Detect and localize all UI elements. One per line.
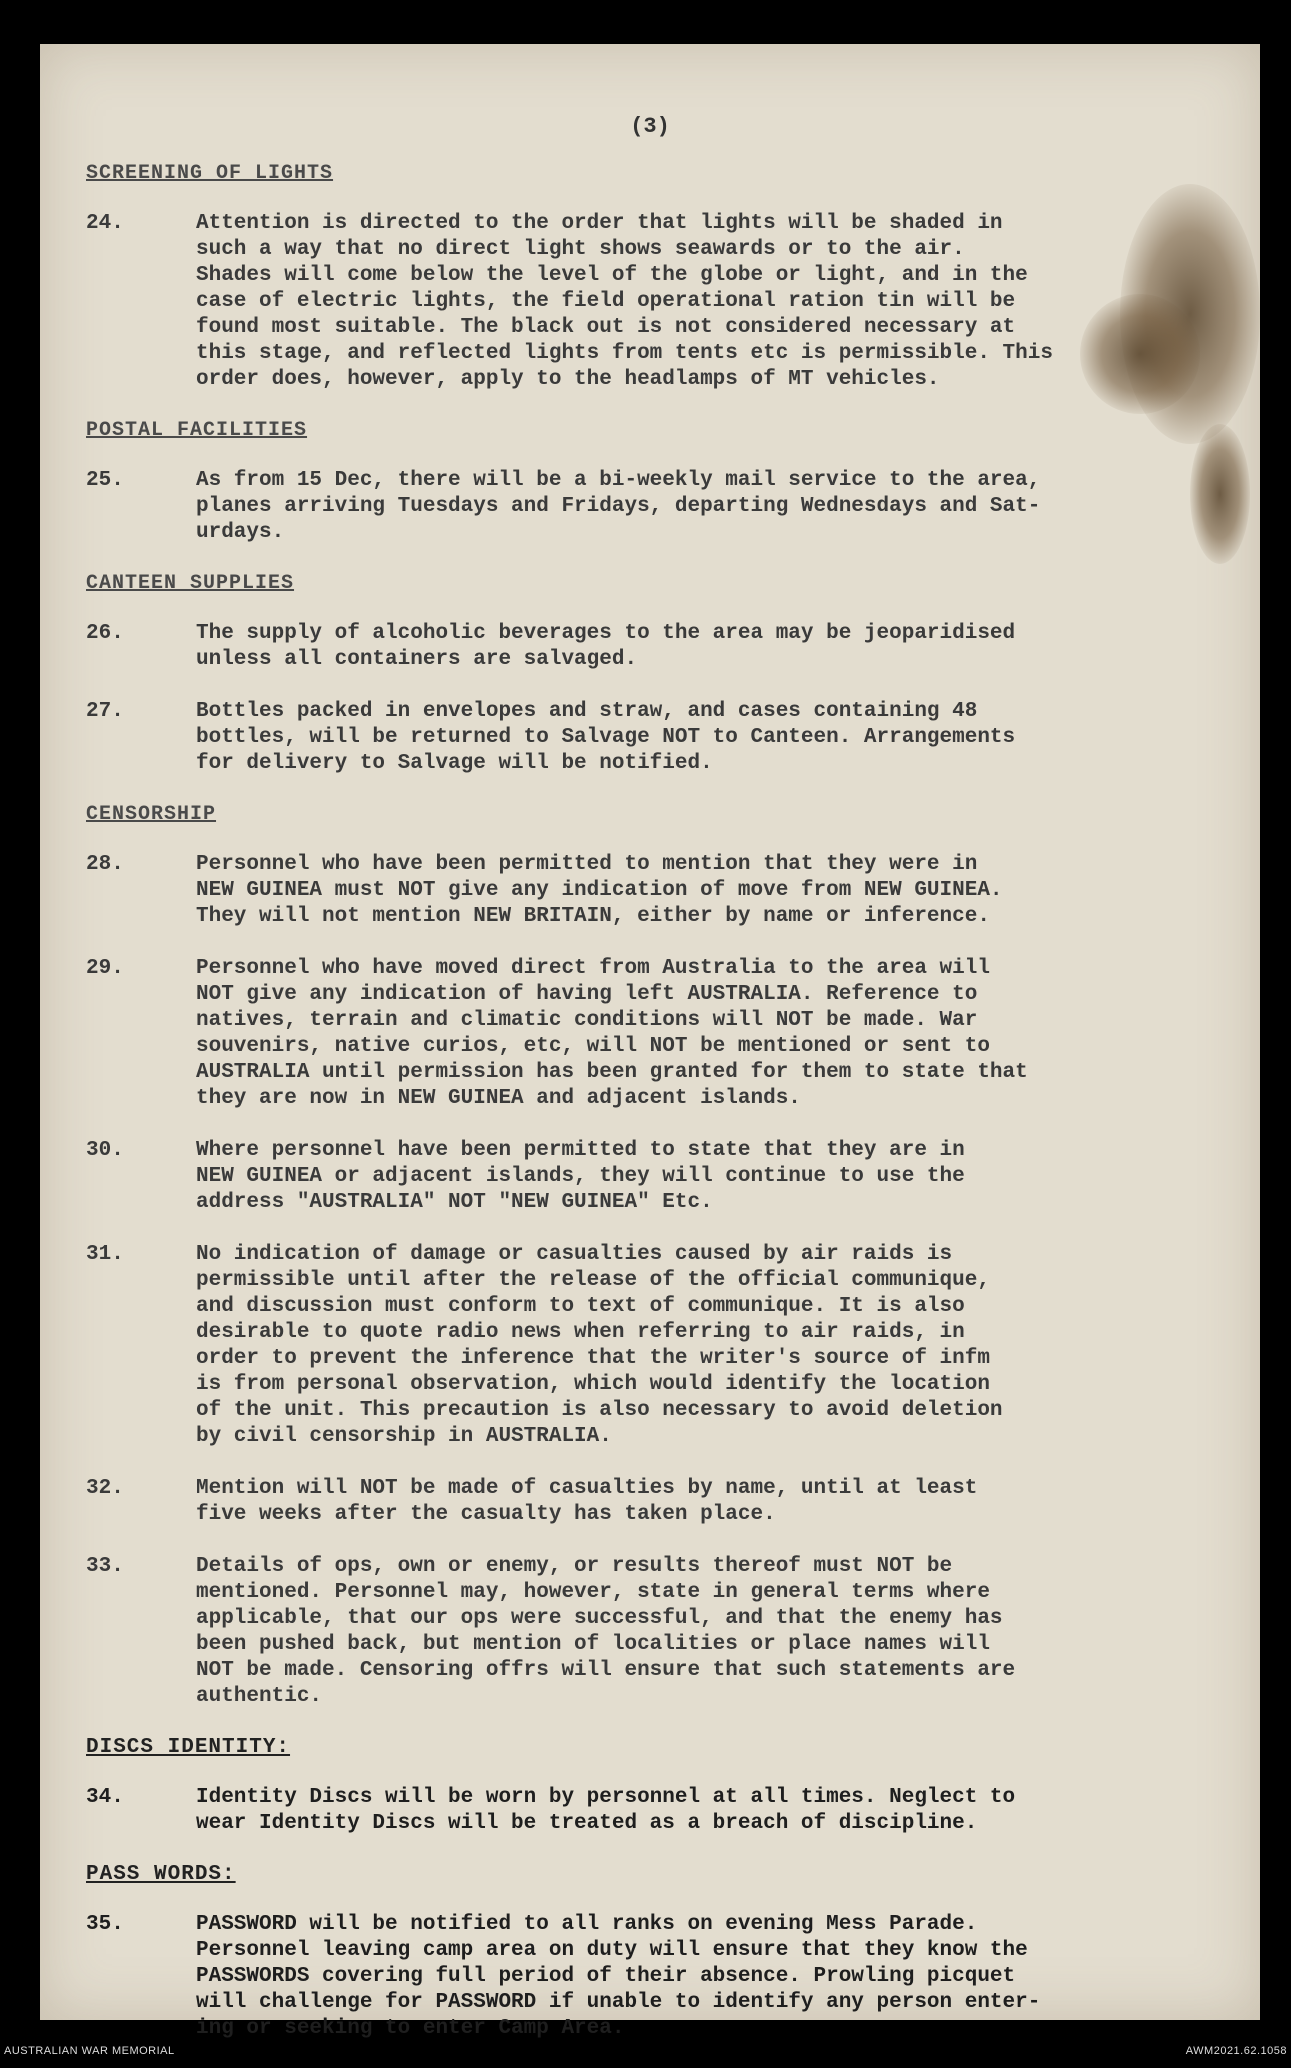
section xyxy=(86,572,1226,777)
paragraph xyxy=(86,1138,1226,1216)
paragraph xyxy=(86,1242,1226,1450)
section xyxy=(86,803,1226,1710)
paragraph-text: The supply of alcoholic beverages to the area may be jeoparidised unless all containers are salvaged. xyxy=(196,622,1016,671)
section xyxy=(86,162,1226,393)
paragraph-number: 35. xyxy=(86,1913,124,1936)
paragraph-number: 31. xyxy=(86,1243,124,1266)
section-heading: CENSORSHIP xyxy=(86,803,217,826)
paragraph-text: Mention will NOT be made of casualties by name, until at least five weeks after the casualty has taken place. xyxy=(196,1477,978,1526)
paragraph xyxy=(86,1554,1226,1710)
paragraph-text: Attention is directed to the order that lights will be shaded in such a way that no direct light shows seawards or to the air. Shades will come below the level of the globe or light, and in the case of electric lights, the field operational ration tin will be found most suitable. The black out is not considered necessary at this stage, and reflected lights from tents etc is permissible. This order does, however, apply to the headlamps of MT vehicles. xyxy=(196,212,1053,391)
paragraph xyxy=(86,956,1226,1112)
section xyxy=(86,419,1226,546)
paragraph xyxy=(86,852,1226,930)
section-heading: CANTEEN SUPPLIES xyxy=(86,572,295,595)
section-heading: DISCS IDENTITY: xyxy=(86,1736,291,1759)
paragraph-text: Personnel who have been permitted to mention that they were in NEW GUINEA must NOT give any indication of move from NEW GUINEA. They will not mention NEW BRITAIN, either by name or inference. xyxy=(196,853,1003,928)
section xyxy=(86,1736,1226,1837)
paragraph-text: Bottles packed in envelopes and straw, and cases containing 48 bottles, will be returned to Salvage NOT to Canteen. Arrangements for delivery to Salvage will be notified. xyxy=(196,700,1016,775)
paragraph-number: 25. xyxy=(86,469,124,492)
paragraph-text: Personnel who have moved direct from Australia to the area will NOT give any indication of having left AUSTRALIA. Reference to natives, terrain and climatic conditions will NOT be made. War souvenirs, native curios, etc, will NOT be mentioned or sent to AUSTRALIA until permission has been granted for them to state that they are now in NEW GUINEA and adjacent islands. xyxy=(196,957,1028,1110)
paragraph xyxy=(86,468,1226,546)
footer-left: AUSTRALIAN WAR MEMORIAL xyxy=(4,2045,175,2057)
paragraph-text: Identity Discs will be worn by personnel at all times. Neglect to wear Identity Discs will be treated as a breach of discipline. xyxy=(196,1786,1016,1835)
paragraph-text: As from 15 Dec, there will be a bi-weekly mail service to the area, planes arriving Tuesdays and Fridays, departing Wednesdays and Sat- urdays. xyxy=(196,469,1041,544)
paragraph-number: 28. xyxy=(86,853,124,876)
paragraph-text: No indication of damage or casualties caused by air raids is permissible until after the release of the official communique, and discussion must conform to text of communique. It is also desirable to quote radio news when referring to air raids, in order to prevent the inference that the writer's source of infm is from personal observation, which would identify the location of the unit. This precaution is also necessary to avoid deletion by civil censorship in AUSTRALIA. xyxy=(196,1243,1003,1448)
paragraph-number: 32. xyxy=(86,1477,124,1500)
paragraph xyxy=(86,1912,1226,2042)
section-heading: PASS WORDS: xyxy=(86,1863,236,1886)
paragraph-number: 26. xyxy=(86,622,124,645)
footer-right: AWM2021.62.1058 xyxy=(1185,2045,1287,2057)
section xyxy=(86,1863,1226,2042)
document-body xyxy=(86,162,1226,2068)
section-heading: POSTAL FACILITIES xyxy=(86,419,308,442)
paragraph-number: 33. xyxy=(86,1555,124,1578)
paragraph xyxy=(86,699,1226,777)
paragraph-text: Details of ops, own or enemy, or results thereof must NOT be mentioned. Personnel may, however, state in general terms where applicable, that our ops were successful, and that the enemy has been pushed back, but mention of localities or place names will NOT be made. Censoring offrs will ensure that such statements are authentic. xyxy=(196,1555,1016,1708)
paragraph-number: 29. xyxy=(86,957,124,980)
document-page xyxy=(40,44,1260,2040)
paragraph xyxy=(86,1476,1226,1528)
paragraph-number: 34. xyxy=(86,1786,124,1809)
page-number: (3) xyxy=(630,114,670,139)
paragraph xyxy=(86,1785,1226,1837)
paragraph-number: 30. xyxy=(86,1139,124,1162)
paragraph-text: Where personnel have been permitted to state that they are in NEW GUINEA or adjacent islands, they will continue to use the address "AUSTRALIA" NOT "NEW GUINEA" Etc. xyxy=(196,1139,965,1214)
section-heading: SCREENING OF LIGHTS xyxy=(86,162,334,185)
paragraph-text: PASSWORD will be notified to all ranks on evening Mess Parade. Personnel leaving camp area on duty will ensure that they know the PASSWORDS covering full period of their absence. Prowling picquet will challenge for PASSWORD if unable to identify any person enter- ing or seeking to enter Camp Area. xyxy=(196,1913,1041,2040)
paragraph-number: 24. xyxy=(86,212,124,235)
paragraph xyxy=(86,211,1226,393)
paragraph-number: 27. xyxy=(86,700,124,723)
paragraph xyxy=(86,621,1226,673)
